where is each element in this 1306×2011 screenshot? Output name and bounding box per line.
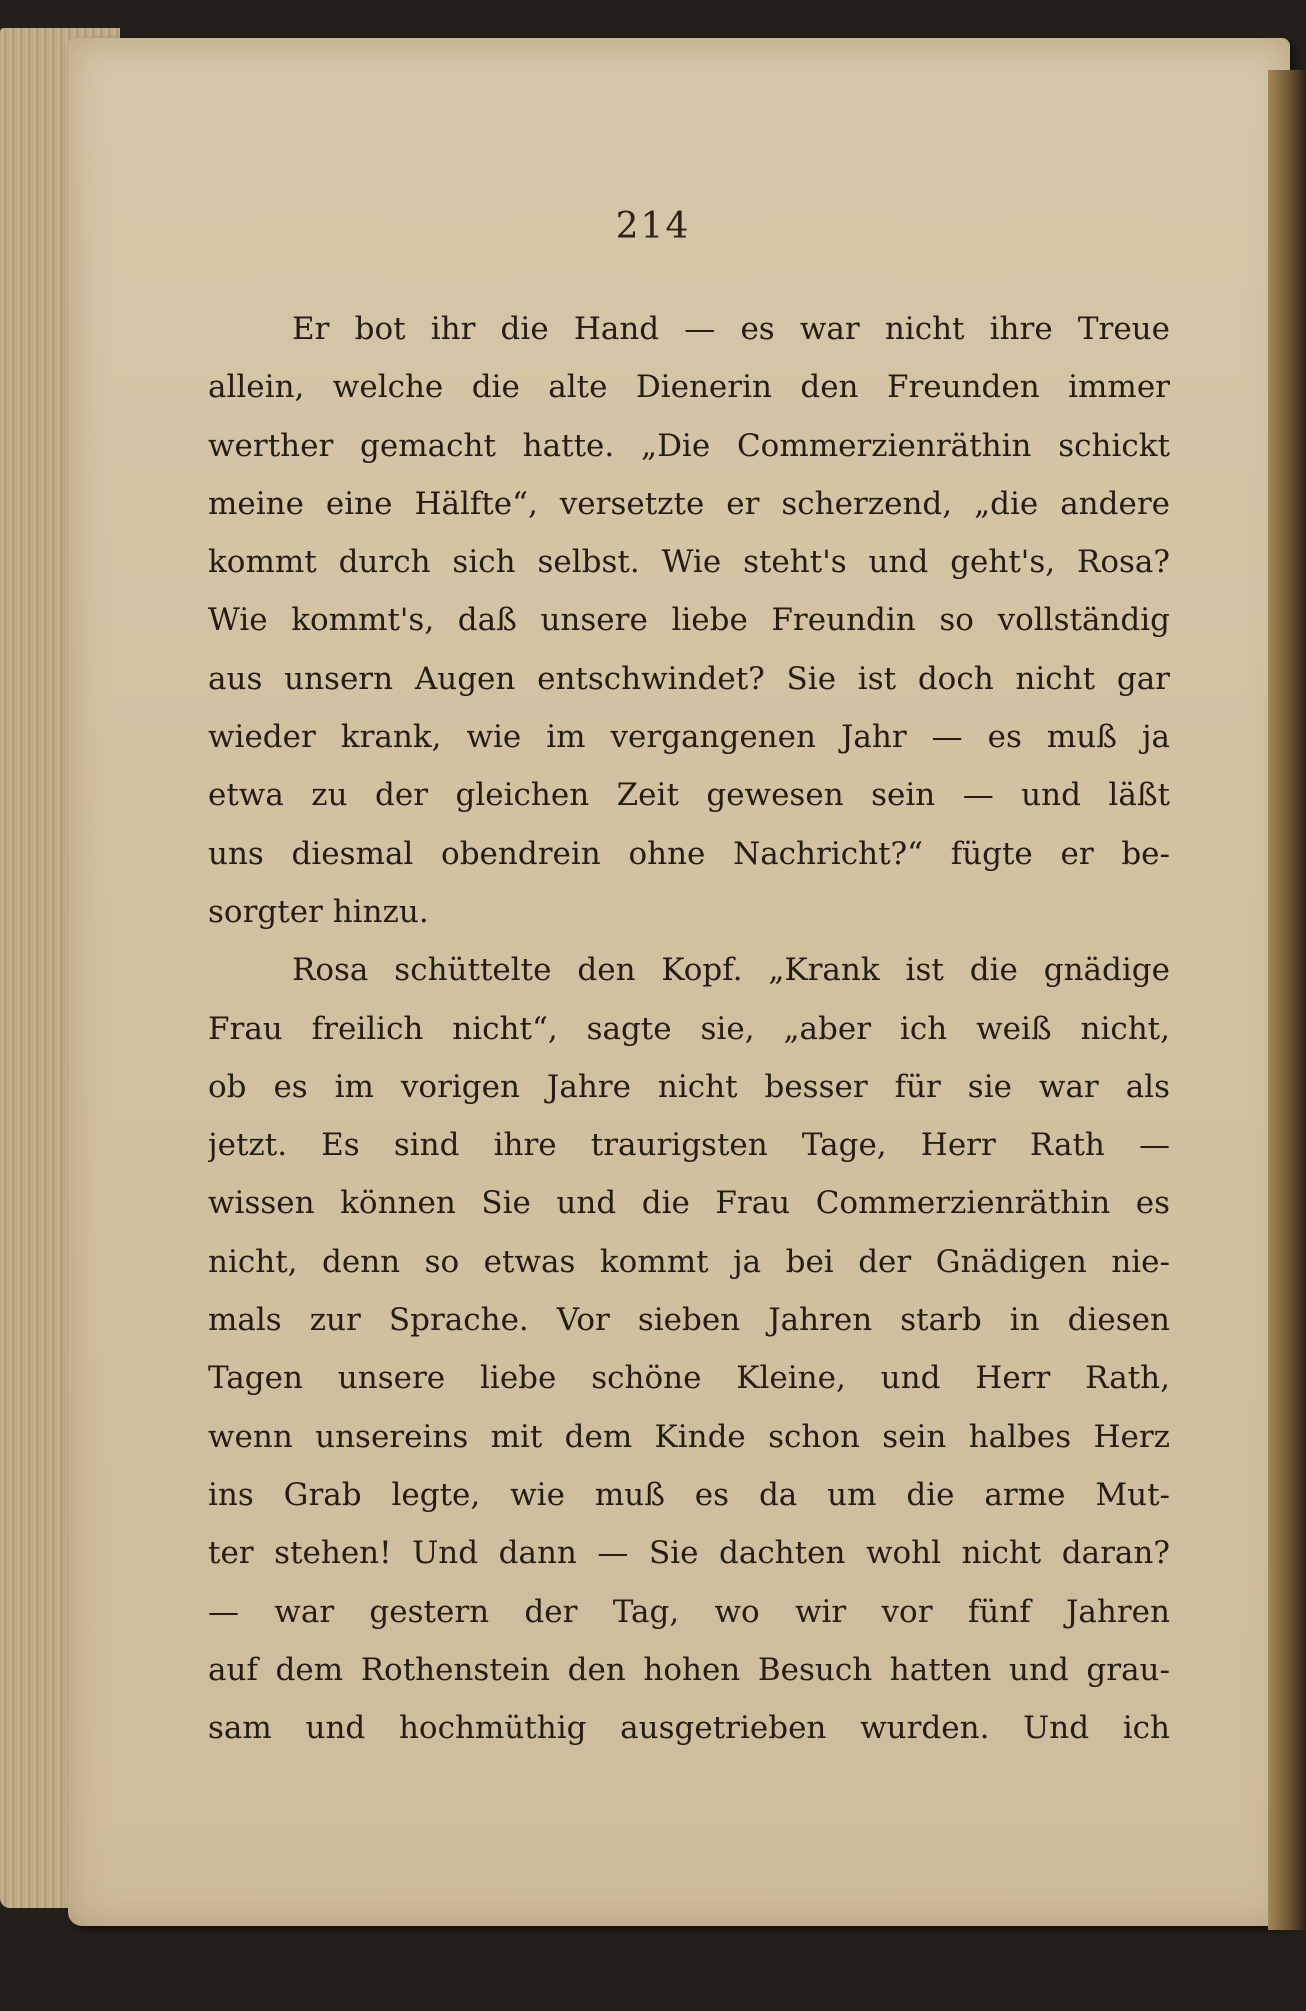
text-line: aus unsern Augen entschwindet? Sie ist doch nicht gar xyxy=(208,660,1170,697)
text-line: allein, welche die alte Dienerin den Freunden immer xyxy=(208,369,1170,406)
text-line: auf dem Rothenstein den hohen Besuch hatten und grau- xyxy=(208,1651,1170,1688)
text-line: nicht, denn so etwas kommt ja bei der Gnädigen nie- xyxy=(208,1243,1170,1280)
text-line: mals zur Sprache. Vor sieben Jahren starb in diesen xyxy=(208,1302,1170,1339)
text-line: Rosa schüttelte den Kopf. „Krank ist die gnädige xyxy=(292,952,1170,989)
body-text xyxy=(208,300,1170,1757)
text-line: Tagen unsere liebe schöne Kleine, und Herr Rath, xyxy=(208,1360,1170,1397)
text-line: sam und hochmüthig ausgetrieben wurden. Und ich xyxy=(208,1710,1170,1747)
binding-edge xyxy=(1268,70,1306,1930)
text-line: sorgter hinzu. xyxy=(208,893,429,930)
text-line: wenn unsereins mit dem Kinde schon sein halbes Herz xyxy=(208,1418,1170,1455)
text-line: — war gestern der Tag, wo wir vor fünf Jahren xyxy=(208,1593,1170,1630)
text-line: werther gemacht hatte. „Die Commerzienräthin schickt xyxy=(208,427,1170,464)
text-line: Wie kommt's, daß unsere liebe Freundin so vollständig xyxy=(208,602,1170,639)
text-line: meine eine Hälfte“, versetzte er scherzend, „die andere xyxy=(208,485,1170,522)
text-line: ob es im vorigen Jahre nicht besser für sie war als xyxy=(208,1068,1170,1105)
text-line: Er bot ihr die Hand — es war nicht ihre Treue xyxy=(292,311,1170,347)
text-line: etwa zu der gleichen Zeit gewesen sein — und läßt xyxy=(208,777,1170,814)
text-line: ins Grab legte, wie muß es da um die arme Mut- xyxy=(208,1476,1170,1513)
page-number: 214 xyxy=(615,206,691,247)
text-line: ter stehen! Und dann — Sie dachten wohl nicht daran? xyxy=(208,1535,1170,1572)
text-line: uns diesmal obendrein ohne Nachricht?“ fügte er be- xyxy=(208,835,1170,872)
text-line: jetzt. Es sind ihre traurigsten Tage, Herr Rath — xyxy=(208,1127,1170,1164)
text-line: kommt durch sich selbst. Wie steht's und geht's, Rosa? xyxy=(208,544,1170,581)
text-line: wieder krank, wie im vergangenen Jahr — es muß ja xyxy=(208,719,1170,756)
text-line: Frau freilich nicht“, sagte sie, „aber ich weiß nicht, xyxy=(208,1010,1170,1047)
text-line: wissen können Sie und die Frau Commerzienräthin es xyxy=(208,1185,1170,1222)
